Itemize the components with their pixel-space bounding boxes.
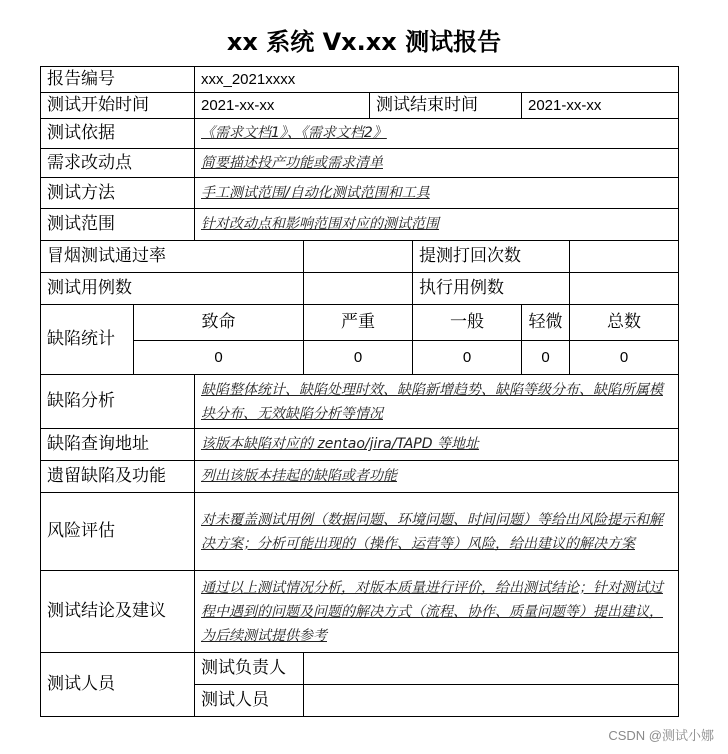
staff-label: 测试人员 xyxy=(41,653,195,717)
method-label: 测试方法 xyxy=(41,178,195,209)
defect-header-minor: 轻微 xyxy=(522,305,570,341)
row-scope xyxy=(41,209,679,241)
reject-count-value xyxy=(570,241,679,273)
scope-label: 测试范围 xyxy=(41,209,195,241)
defect-url-value: 该版本缺陷对应的 zentao/jira/TAPD 等地址 xyxy=(195,429,679,461)
row-smoke xyxy=(41,241,679,273)
change-points-value: 简要描述投产功能或需求清单 xyxy=(195,149,679,178)
defect-header-normal: 一般 xyxy=(413,305,522,341)
report-title: xx 系统 Vx.xx 测试报告 xyxy=(226,28,502,56)
row-test-time xyxy=(41,93,679,119)
method-value: 手工测试范围/自动化测试范围和工具 xyxy=(195,178,679,209)
smoke-pass-rate-label: 冒烟测试通过率 xyxy=(41,241,304,273)
row-defect-analysis xyxy=(41,375,679,429)
basis-label: 测试依据 xyxy=(41,119,195,149)
member-label: 测试人员 xyxy=(195,685,304,717)
remaining-value: 列出该版本挂起的缺陷或者功能 xyxy=(195,461,679,493)
report-table xyxy=(40,66,679,717)
defect-header-total: 总数 xyxy=(570,305,679,341)
case-count-value xyxy=(304,273,413,305)
change-points-label: 需求改动点 xyxy=(41,149,195,178)
end-time-value: 2021-xx-xx xyxy=(522,93,679,119)
defect-value-serious: 0 xyxy=(304,341,413,375)
smoke-pass-rate-value xyxy=(304,241,413,273)
row-remaining xyxy=(41,461,679,493)
defect-stats-label: 缺陷统计 xyxy=(41,305,134,375)
risk-label: 风险评估 xyxy=(41,493,195,571)
row-defect-stats-headers xyxy=(41,305,679,341)
defect-value-fatal: 0 xyxy=(134,341,304,375)
start-time-value: 2021-xx-xx xyxy=(195,93,370,119)
exec-count-label: 执行用例数 xyxy=(413,273,570,305)
basis-value: 《需求文档1》、《需求文档2》 xyxy=(195,119,679,149)
exec-count-value xyxy=(570,273,679,305)
end-time-label: 测试结束时间 xyxy=(370,93,522,119)
defect-value-minor: 0 xyxy=(522,341,570,375)
member-value xyxy=(304,685,679,717)
watermark: CSDN @测试小娜 xyxy=(608,728,714,743)
case-count-label: 测试用例数 xyxy=(41,273,304,305)
defect-analysis-value: 缺陷整体统计、缺陷处理时效、缺陷新增趋势、缺陷等级分布、缺陷所属模块分布、无效缺陷分析等情况 xyxy=(195,375,679,429)
defect-value-total: 0 xyxy=(570,341,679,375)
row-report-id xyxy=(41,67,679,93)
lead-label: 测试负责人 xyxy=(195,653,304,685)
row-staff-lead xyxy=(41,653,679,685)
scope-value: 针对改动点和影响范围对应的测试范围 xyxy=(195,209,679,241)
row-defect-stats-values xyxy=(41,341,679,375)
start-time-label: 测试开始时间 xyxy=(41,93,195,119)
conclusion-value: 通过以上测试情况分析，对版本质量进行评价，给出测试结论；针对测试过程中遇到的问题及问题的解决方式（流程、协作、质量问题等）提出建议，为后续测试提供参考 xyxy=(195,571,679,653)
row-cases xyxy=(41,273,679,305)
defect-header-serious: 严重 xyxy=(304,305,413,341)
defect-header-fatal: 致命 xyxy=(134,305,304,341)
row-basis xyxy=(41,119,679,149)
row-defect-url xyxy=(41,429,679,461)
conclusion-label: 测试结论及建议 xyxy=(41,571,195,653)
row-conclusion xyxy=(41,571,679,653)
reject-count-label: 提测打回次数 xyxy=(413,241,570,273)
row-method xyxy=(41,178,679,209)
lead-value xyxy=(304,653,679,685)
risk-value: 对未覆盖测试用例（数据问题、环境问题、时间问题）等给出风险提示和解决方案；分析可能出现的（操作、运营等）风险，给出建议的解决方案 xyxy=(195,493,679,571)
report-id-label: 报告编号 xyxy=(41,67,195,93)
remaining-label: 遗留缺陷及功能 xyxy=(41,461,195,493)
defect-url-label: 缺陷查询地址 xyxy=(41,429,195,461)
defect-value-normal: 0 xyxy=(413,341,522,375)
row-risk xyxy=(41,493,679,571)
row-change-points xyxy=(41,149,679,178)
defect-analysis-label: 缺陷分析 xyxy=(41,375,195,429)
report-id-value: xxx_2021xxxx xyxy=(195,67,679,93)
